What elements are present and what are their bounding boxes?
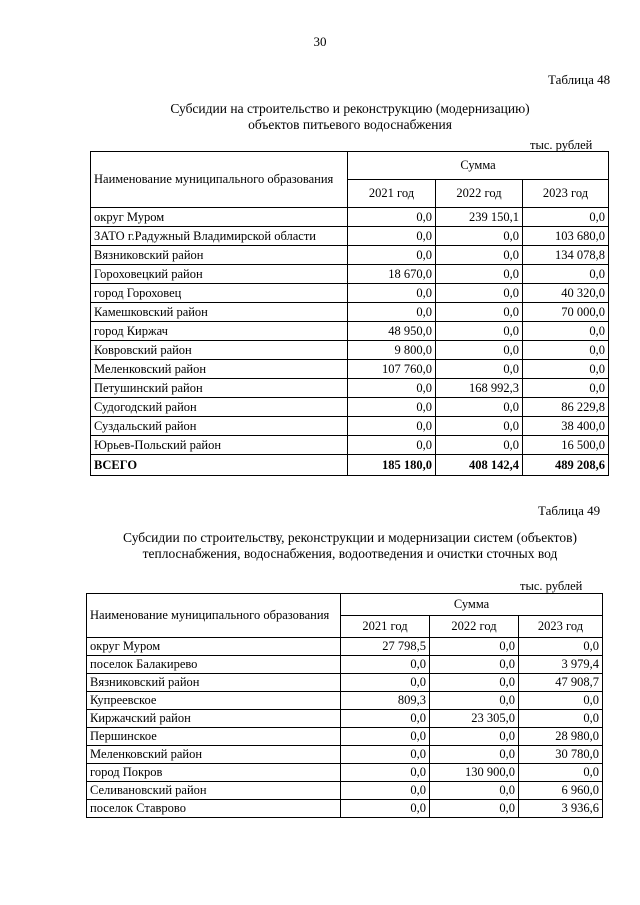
table-49 — [86, 593, 603, 818]
table-row — [91, 322, 609, 341]
table-row — [91, 360, 609, 379]
amount-2022: 0,0 — [430, 728, 519, 746]
table-49-header-year: 2022 год — [430, 616, 519, 638]
table-row — [91, 436, 609, 455]
table-row — [91, 398, 609, 417]
amount-2021: 27 798,5 — [341, 638, 430, 656]
municipality-name: Юрьев-Польский район — [91, 436, 348, 455]
amount-2021: 0,0 — [341, 764, 430, 782]
amount-2023: 30 780,0 — [519, 746, 603, 764]
municipality-name: Киржачский район — [87, 710, 341, 728]
table-48-header-year: 2021 год — [348, 180, 436, 208]
amount-2022: 0,0 — [436, 341, 523, 360]
municipality-name: округ Муром — [91, 208, 348, 227]
municipality-name: Першинское — [87, 728, 341, 746]
amount-2023: 86 229,8 — [523, 398, 609, 417]
municipality-name: Гороховецкий район — [91, 265, 348, 284]
table-row — [91, 265, 609, 284]
municipality-name: ЗАТО г.Радужный Владимирской области — [91, 227, 348, 246]
municipality-name: Петушинский район — [91, 379, 348, 398]
amount-2023: 40 320,0 — [523, 284, 609, 303]
amount-2022: 0,0 — [436, 265, 523, 284]
amount-2022: 0,0 — [436, 360, 523, 379]
amount-2022: 0,0 — [436, 322, 523, 341]
amount-2023: 3 936,6 — [519, 800, 603, 818]
amount-2023: 3 979,4 — [519, 656, 603, 674]
table-48-header-name: Наименование муниципального образования — [91, 152, 348, 208]
table-row — [91, 379, 609, 398]
municipality-name: город Киржач — [91, 322, 348, 341]
total-2023: 489 208,6 — [523, 455, 609, 476]
table-row — [87, 710, 603, 728]
municipality-name: поселок Ставрово — [87, 800, 341, 818]
total-2022: 408 142,4 — [436, 455, 523, 476]
table-row — [91, 341, 609, 360]
table-49-title-line-1: Субсидии по строительству, реконструкции и модернизации систем (объектов) — [123, 530, 577, 545]
page-number: 30 — [313, 34, 327, 49]
table-48-label: Таблица 48 — [548, 72, 611, 87]
table-row — [87, 656, 603, 674]
table-48 — [90, 151, 609, 476]
amount-2023: 0,0 — [523, 341, 609, 360]
amount-2022: 0,0 — [430, 746, 519, 764]
amount-2021: 48 950,0 — [348, 322, 436, 341]
amount-2022: 0,0 — [430, 656, 519, 674]
amount-2022: 0,0 — [430, 674, 519, 692]
amount-2023: 28 980,0 — [519, 728, 603, 746]
table-48-title-line-2: объектов питьевого водоснабжения — [248, 117, 452, 132]
amount-2022: 0,0 — [436, 227, 523, 246]
table-48-title — [90, 101, 610, 133]
municipality-name: Купреевское — [87, 692, 341, 710]
total-label: ВСЕГО — [91, 455, 348, 476]
municipality-name: Вязниковский район — [87, 674, 341, 692]
amount-2021: 0,0 — [348, 436, 436, 455]
table-49-header-name: Наименование муниципального образования — [87, 594, 341, 638]
municipality-name: город Покров — [87, 764, 341, 782]
table-row — [91, 284, 609, 303]
amount-2023: 0,0 — [523, 322, 609, 341]
amount-2021: 0,0 — [341, 674, 430, 692]
amount-2023: 0,0 — [523, 360, 609, 379]
total-2021: 185 180,0 — [348, 455, 436, 476]
amount-2023: 70 000,0 — [523, 303, 609, 322]
table-48-header-year: 2023 год — [523, 180, 609, 208]
amount-2022: 0,0 — [436, 417, 523, 436]
amount-2022: 0,0 — [436, 303, 523, 322]
municipality-name: поселок Балакирево — [87, 656, 341, 674]
table-49-title — [90, 530, 610, 562]
total-row — [91, 455, 609, 476]
table-48-header-sum: Сумма — [348, 152, 609, 180]
table-48-units: тыс. рублей — [530, 138, 593, 152]
table-row — [87, 638, 603, 656]
amount-2021: 107 760,0 — [348, 360, 436, 379]
amount-2021: 0,0 — [348, 284, 436, 303]
amount-2023: 0,0 — [523, 379, 609, 398]
amount-2021: 0,0 — [348, 303, 436, 322]
municipality-name: Ковровский район — [91, 341, 348, 360]
amount-2022: 0,0 — [436, 398, 523, 417]
amount-2021: 0,0 — [341, 710, 430, 728]
table-row — [87, 764, 603, 782]
table-row — [91, 417, 609, 436]
amount-2023: 0,0 — [519, 764, 603, 782]
amount-2021: 0,0 — [341, 728, 430, 746]
amount-2021: 0,0 — [341, 782, 430, 800]
amount-2021: 18 670,0 — [348, 265, 436, 284]
table-49-header-sum: Сумма — [341, 594, 603, 616]
amount-2021: 0,0 — [341, 800, 430, 818]
amount-2021: 0,0 — [348, 246, 436, 265]
table-row — [91, 227, 609, 246]
amount-2023: 0,0 — [519, 710, 603, 728]
table-row — [91, 246, 609, 265]
table-49-units: тыс. рублей — [520, 579, 583, 593]
municipality-name: Суздальский район — [91, 417, 348, 436]
municipality-name: город Гороховец — [91, 284, 348, 303]
amount-2023: 103 680,0 — [523, 227, 609, 246]
amount-2021: 0,0 — [348, 379, 436, 398]
table-48-title-line-1: Субсидии на строительство и реконструкцию (модернизацию) — [170, 101, 530, 116]
amount-2021: 0,0 — [341, 746, 430, 764]
amount-2022: 0,0 — [430, 782, 519, 800]
amount-2023: 16 500,0 — [523, 436, 609, 455]
amount-2021: 0,0 — [348, 227, 436, 246]
table-row — [91, 303, 609, 322]
municipality-name: Меленковский район — [87, 746, 341, 764]
amount-2022: 0,0 — [436, 436, 523, 455]
amount-2021: 0,0 — [348, 417, 436, 436]
municipality-name: Камешковский район — [91, 303, 348, 322]
table-row — [87, 782, 603, 800]
amount-2022: 23 305,0 — [430, 710, 519, 728]
amount-2023: 0,0 — [523, 265, 609, 284]
municipality-name: Меленковский район — [91, 360, 348, 379]
amount-2023: 0,0 — [519, 692, 603, 710]
table-49-title-line-2: теплоснабжения, водоснабжения, водоотведения и очистки сточных вод — [142, 546, 558, 561]
table-row — [91, 208, 609, 227]
table-49-header-year: 2021 год — [341, 616, 430, 638]
table-48-header-year: 2022 год — [436, 180, 523, 208]
amount-2021: 0,0 — [341, 656, 430, 674]
amount-2022: 168 992,3 — [436, 379, 523, 398]
amount-2022: 130 900,0 — [430, 764, 519, 782]
amount-2023: 47 908,7 — [519, 674, 603, 692]
table-row — [87, 728, 603, 746]
municipality-name: Вязниковский район — [91, 246, 348, 265]
table-49-label: Таблица 49 — [538, 503, 601, 518]
amount-2022: 239 150,1 — [436, 208, 523, 227]
amount-2021: 0,0 — [348, 398, 436, 417]
table-row — [87, 692, 603, 710]
municipality-name: Селивановский район — [87, 782, 341, 800]
amount-2021: 0,0 — [348, 208, 436, 227]
table-row — [87, 800, 603, 818]
amount-2023: 134 078,8 — [523, 246, 609, 265]
amount-2023: 0,0 — [519, 638, 603, 656]
amount-2021: 9 800,0 — [348, 341, 436, 360]
table-row — [87, 674, 603, 692]
municipality-name: Судогодский район — [91, 398, 348, 417]
municipality-name: округ Муром — [87, 638, 341, 656]
amount-2022: 0,0 — [436, 246, 523, 265]
table-49-header-year: 2023 год — [519, 616, 603, 638]
amount-2023: 38 400,0 — [523, 417, 609, 436]
amount-2021: 809,3 — [341, 692, 430, 710]
amount-2023: 0,0 — [523, 208, 609, 227]
amount-2023: 6 960,0 — [519, 782, 603, 800]
amount-2022: 0,0 — [430, 638, 519, 656]
amount-2022: 0,0 — [436, 284, 523, 303]
table-row — [87, 746, 603, 764]
amount-2022: 0,0 — [430, 692, 519, 710]
amount-2022: 0,0 — [430, 800, 519, 818]
